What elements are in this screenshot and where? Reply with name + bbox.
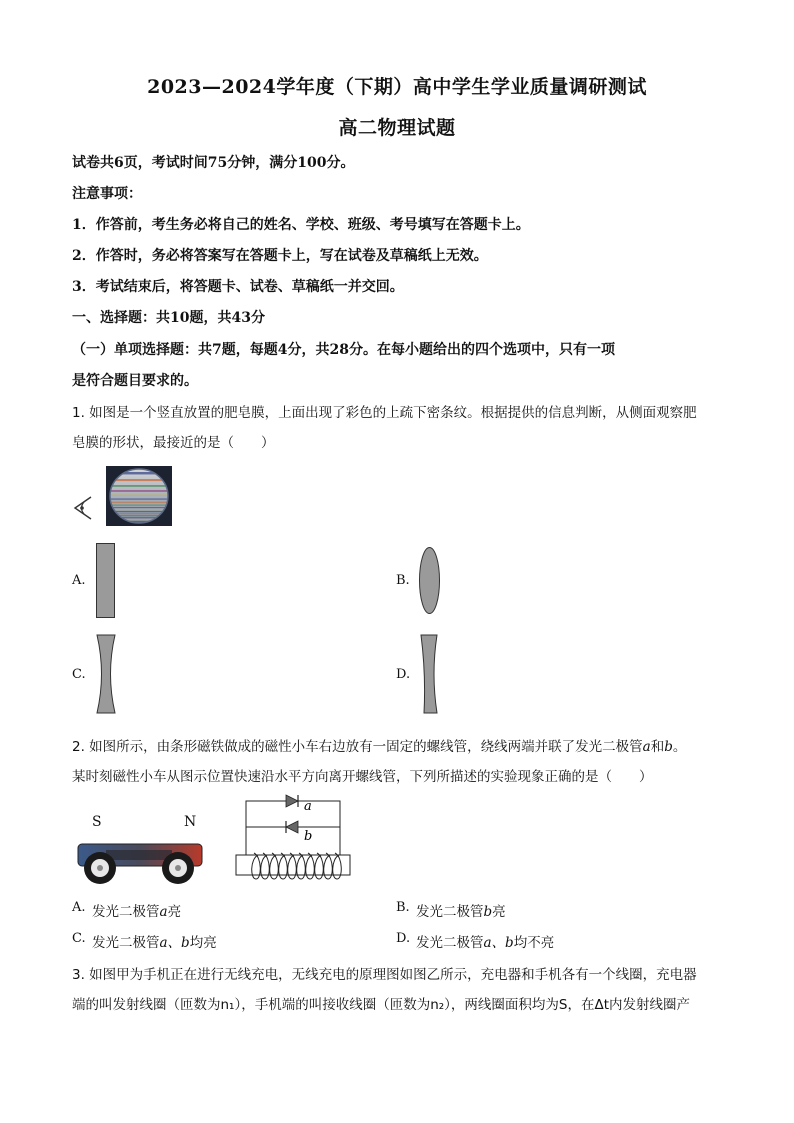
solenoid-circuit: [232, 795, 354, 887]
exam-subtitle: 高二物理试题: [338, 117, 456, 139]
exam-title: 2023—2024学年度（下期）高中学生学业质量调研测试: [147, 76, 647, 98]
q1-option-c-shape: [94, 634, 118, 714]
notice-1: 1．作答前，考生务必将自己的姓名、学校、班级、考号填写在答题卡上。: [72, 217, 530, 233]
section-sub-2: 是符合题目要求的。: [72, 373, 198, 389]
q2-text-2: 某时刻磁性小车从图示位置快速沿水平方向离开螺线管，下列所描述的实验现象正确的是（ ）: [72, 769, 653, 785]
q2-option-c-label: C.: [72, 931, 86, 946]
q2-option-b-text: 发光二极管b亮: [416, 904, 506, 920]
q2-option-b-label: B.: [396, 900, 410, 915]
section-sub-1: （一）单项选择题：共7题，每题4分，共28分。在每小题给出的四个选项中，只有一项: [72, 342, 615, 358]
soap-film-photo: [106, 466, 172, 526]
diode-b-label: b: [304, 829, 313, 844]
fringe-stripe: [106, 502, 172, 503]
q1-option-a-shape: [96, 543, 116, 619]
q2-option-c-text: 发光二极管a、b均亮: [92, 935, 217, 951]
notice-2: 2．作答时，务必将答案写在答题卡上，写在试卷及草稿纸上无效。: [72, 248, 488, 264]
q1-text-2: 皂膜的形状，最接近的是（ ）: [72, 435, 275, 451]
fringe-stripe: [106, 498, 172, 499]
section-title: 一、选择题：共10题，共43分: [72, 310, 265, 326]
q1-option-d-label: D.: [396, 667, 411, 682]
q1-option-b-shape: [418, 546, 442, 616]
magnetic-car: [76, 834, 206, 890]
fringe-stripe: [106, 507, 172, 508]
q1-option-a-label: A.: [72, 573, 86, 588]
fringe-stripe: [106, 505, 172, 506]
q2-option-a-text: 发光二极管a亮: [92, 904, 182, 920]
q3-text-2: 端的叫发射线圈（匝数为n₁），手机端的叫接收线圈（匝数为n₂），两线圈面积均为S，在Δt内发射线圈产: [72, 997, 691, 1013]
q2-option-d-text: 发光二极管a、b均不亮: [416, 935, 555, 951]
q2-text-1: 2. 如图所示，由条形磁铁做成的磁性小车右边放有一固定的螺线管，绕线两端并联了发光二极管a和b。: [72, 739, 687, 755]
notice-3: 3．考试结束后，将答题卡、试卷、草稿纸一并交回。: [72, 279, 404, 295]
fringe-stripe: [106, 490, 172, 492]
fringe-stripe: [106, 509, 172, 510]
fringe-stripe: [106, 495, 172, 496]
q1-option-d-shape: [418, 634, 440, 714]
exam-info: 试卷共6页，考试时间75分钟，满分100分。: [72, 155, 355, 171]
car-wheel-left: [84, 852, 116, 884]
magnet-north-label: N: [184, 814, 197, 830]
magnet-south-label: S: [92, 814, 102, 830]
q1-text-1: 1. 如图是一个竖直放置的肥皂膜，上面出现了彩色的上疏下密条纹。根据提供的信息判断，从侧面观察肥: [72, 405, 697, 421]
q1-option-c-label: C.: [72, 667, 86, 682]
car-wheel-right: [162, 852, 194, 884]
diode-a-label: a: [304, 799, 312, 814]
eye-icon: [72, 494, 94, 522]
q1-option-b-label: B.: [396, 573, 410, 588]
notice-title: 注意事项：: [72, 186, 142, 202]
diode-b-icon: [286, 821, 298, 833]
q3-text-1: 3. 如图甲为手机正在进行无线充电，无线充电的原理图如图乙所示，充电器和手机各有一个线圈，充电器: [72, 967, 697, 983]
diode-a-icon: [286, 795, 298, 807]
q2-option-a-label: A.: [72, 900, 86, 915]
fringe-stripe: [106, 485, 172, 487]
q2-option-d-label: D.: [396, 931, 411, 946]
